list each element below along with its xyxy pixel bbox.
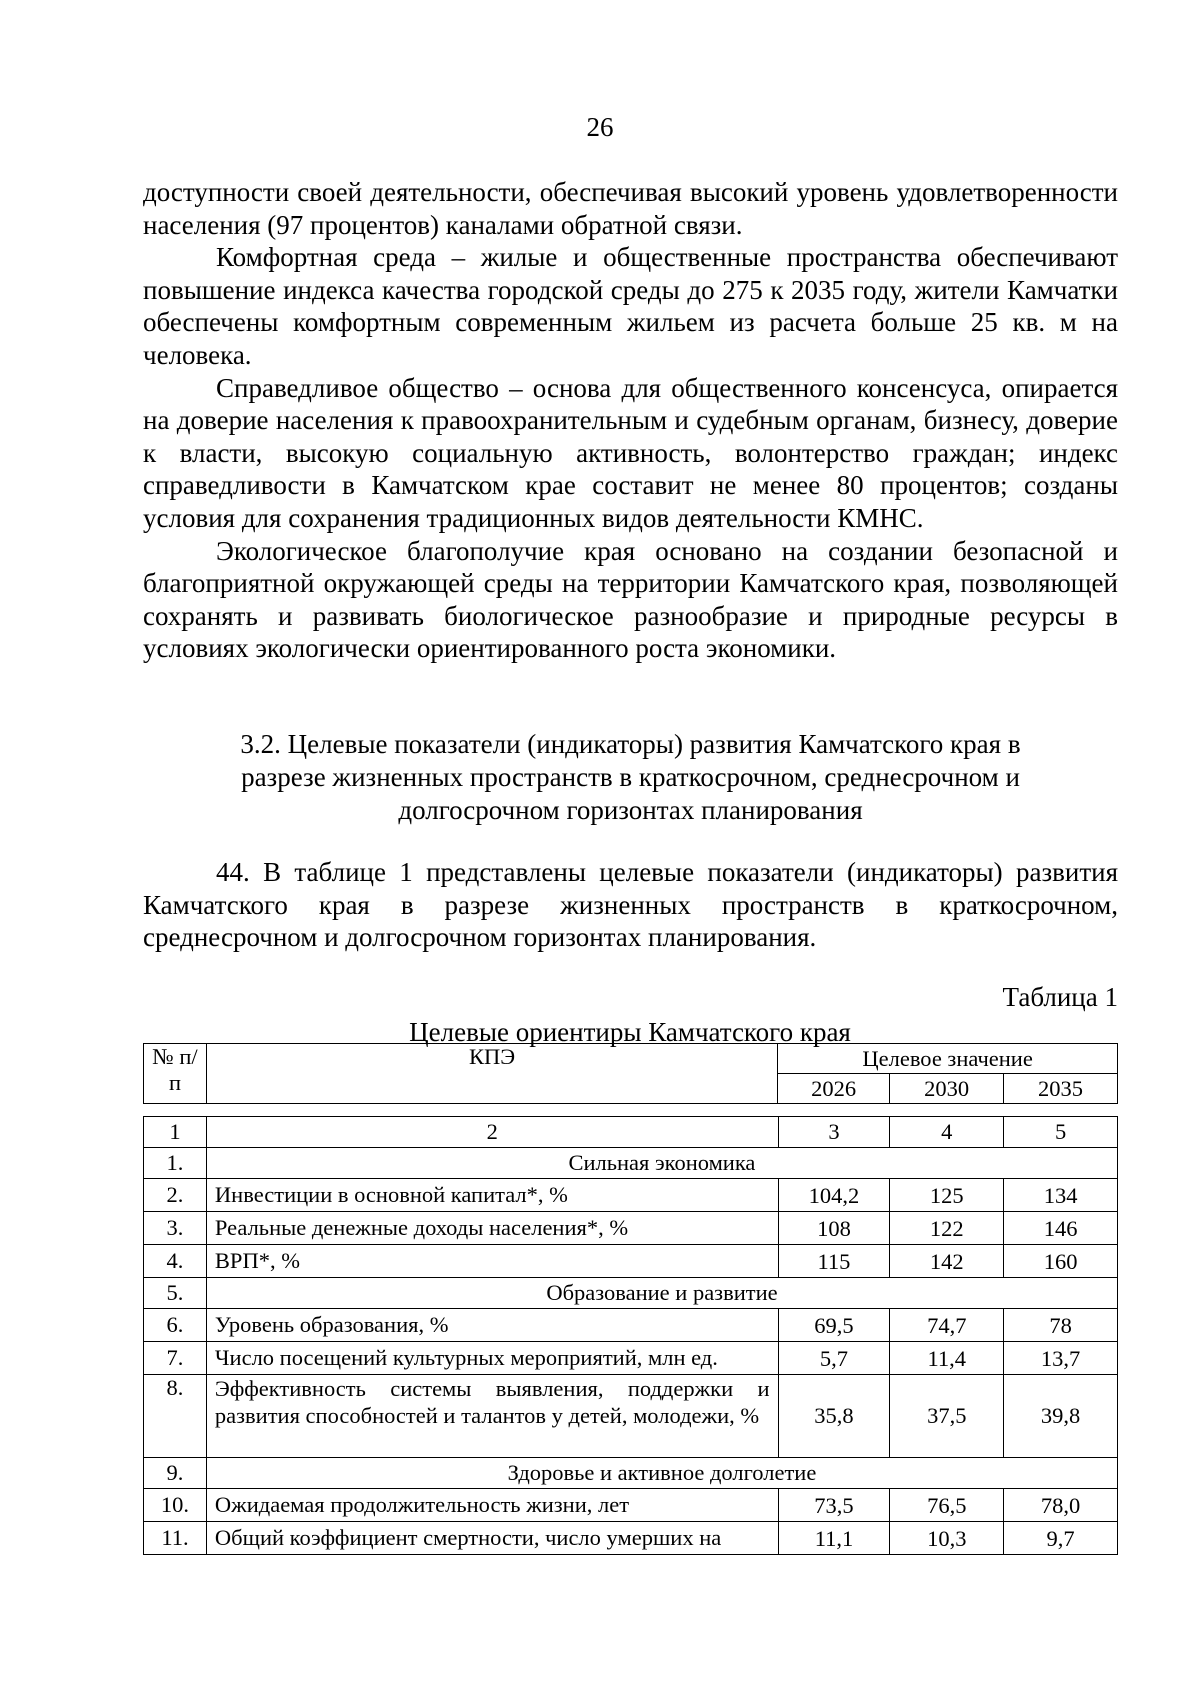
value-2035: 78,0 <box>1004 1489 1118 1522</box>
column-number: 1 <box>144 1117 207 1148</box>
row-number: 4. <box>144 1245 207 1278</box>
value-2030: 125 <box>890 1179 1004 1212</box>
header-kpe: КПЭ <box>206 1044 777 1104</box>
paragraph-44: 44. В таблице 1 представлены целевые показатели (индикаторы) развития Камчатского края в разрезе жизненных пространств в краткосрочном, среднесрочном и долгосрочном горизонтах планирования. <box>143 857 1118 953</box>
row-number: 2. <box>144 1179 207 1212</box>
paragraph-fair-society: Справедливое общество – основа для общественного консенсуса, опирается на доверие населения к правоохранительным и судебным органам, бизнесу, доверие к власти, высокую социальную активность, волонтерство граждан; индекс справедливости в Камчатском крае составит не менее 80 процентов; созданы условия для сохранения традиционных видов деятельности КМНС. <box>143 372 1118 533</box>
value-2026: 35,8 <box>778 1375 890 1458</box>
body-text <box>143 176 1118 665</box>
table-section-row <box>144 1458 1118 1489</box>
value-2030: 10,3 <box>890 1522 1004 1555</box>
row-number: 7. <box>144 1342 207 1375</box>
table-row <box>144 1179 1118 1212</box>
table-title: Целевые ориентиры Камчатского края <box>409 1017 851 1047</box>
row-number: 1. <box>144 1148 207 1179</box>
kpe-name: Общий коэффициент смертности, число умерших на <box>206 1522 778 1555</box>
table-row <box>144 1375 1118 1458</box>
page-number: 26 <box>586 112 614 142</box>
kpe-name: Реальные денежные доходы населения*, % <box>206 1212 778 1245</box>
kpe-name: Ожидаемая продолжительность жизни, лет <box>206 1489 778 1522</box>
table-header <box>143 1043 1118 1104</box>
value-2026: 115 <box>778 1245 890 1278</box>
row-number: 11. <box>144 1522 207 1555</box>
section-heading-line: 3.2. Целевые показатели (индикаторы) развития Камчатского края в <box>240 729 1021 759</box>
value-2026: 73,5 <box>778 1489 890 1522</box>
column-number: 2 <box>206 1117 778 1148</box>
value-2035: 9,7 <box>1004 1522 1118 1555</box>
value-2030: 37,5 <box>890 1375 1004 1458</box>
paragraph-ecology: Экологическое благополучие края основано на создании безопасной и благоприятной окружающей среды на территории Камчатского края, позволяющей сохранять и развивать биологическое разнообразие и природные ресурсы в условиях экологически ориентированного роста экономики. <box>143 535 1118 664</box>
data-table <box>143 1116 1118 1555</box>
section-title: Образование и развитие <box>206 1278 1117 1309</box>
value-2030: 76,5 <box>890 1489 1004 1522</box>
section-title: Здоровье и активное долголетие <box>206 1458 1117 1489</box>
value-2035: 160 <box>1004 1245 1118 1278</box>
column-number-row <box>144 1117 1118 1148</box>
table-row <box>144 1342 1118 1375</box>
value-2035: 146 <box>1004 1212 1118 1245</box>
column-number: 3 <box>778 1117 890 1148</box>
column-number: 5 <box>1004 1117 1118 1148</box>
table-label: Таблица 1 <box>1002 982 1118 1012</box>
table-section-row <box>144 1278 1118 1309</box>
value-2026: 69,5 <box>778 1309 890 1342</box>
header-year-2035: 2035 <box>1004 1074 1118 1104</box>
table-row <box>144 1309 1118 1342</box>
value-2030: 11,4 <box>890 1342 1004 1375</box>
paragraph-continuation: доступности своей деятельности, обеспечивая высокий уровень удовлетворенности населения (97 процентов) каналами обратной связи. <box>143 177 1118 240</box>
value-2030: 74,7 <box>890 1309 1004 1342</box>
table-row <box>144 1245 1118 1278</box>
value-2035: 78 <box>1004 1309 1118 1342</box>
kpe-name: Уровень образования, % <box>206 1309 778 1342</box>
value-2026: 5,7 <box>778 1342 890 1375</box>
section-heading <box>143 728 1118 827</box>
row-number: 3. <box>144 1212 207 1245</box>
table-row <box>144 1212 1118 1245</box>
value-2026: 104,2 <box>778 1179 890 1212</box>
row-number: 6. <box>144 1309 207 1342</box>
value-2035: 39,8 <box>1004 1375 1118 1458</box>
kpe-name: Эффективность системы выявления, поддержки и развития способностей и талантов у детей, молодежи, % <box>206 1375 778 1458</box>
header-year-2030: 2030 <box>890 1074 1004 1104</box>
kpe-name: Число посещений культурных мероприятий, млн ед. <box>206 1342 778 1375</box>
row-number: 8. <box>144 1375 207 1458</box>
value-2026: 108 <box>778 1212 890 1245</box>
header-target-value: Целевое значение <box>778 1044 1118 1074</box>
row-number: 9. <box>144 1458 207 1489</box>
kpe-name: Инвестиции в основной капитал*, % <box>206 1179 778 1212</box>
value-2026: 11,1 <box>778 1522 890 1555</box>
table-section-row <box>144 1148 1118 1179</box>
value-2035: 134 <box>1004 1179 1118 1212</box>
value-2030: 142 <box>890 1245 1004 1278</box>
table-row <box>144 1522 1118 1555</box>
header-num: № п/п <box>144 1044 207 1104</box>
table-row <box>144 1489 1118 1522</box>
section-title: Сильная экономика <box>206 1148 1117 1179</box>
row-number: 5. <box>144 1278 207 1309</box>
kpe-name: ВРП*, % <box>206 1245 778 1278</box>
row-number: 10. <box>144 1489 207 1522</box>
header-year-2026: 2026 <box>778 1074 890 1104</box>
column-number: 4 <box>890 1117 1004 1148</box>
value-2035: 13,7 <box>1004 1342 1118 1375</box>
paragraph-comfortable-environment: Комфортная среда – жилые и общественные пространства обеспечивают повышение индекса качества городской среды до 275 к 2035 году, жители Камчатки обеспечены комфортным современным жильем из расчета больше 25 кв. м на человека. <box>143 242 1118 370</box>
section-heading-line: разрезе жизненных пространств в краткосрочном, среднесрочном и <box>241 762 1020 792</box>
section-heading-line: долгосрочном горизонтах планирования <box>398 795 863 825</box>
value-2030: 122 <box>890 1212 1004 1245</box>
